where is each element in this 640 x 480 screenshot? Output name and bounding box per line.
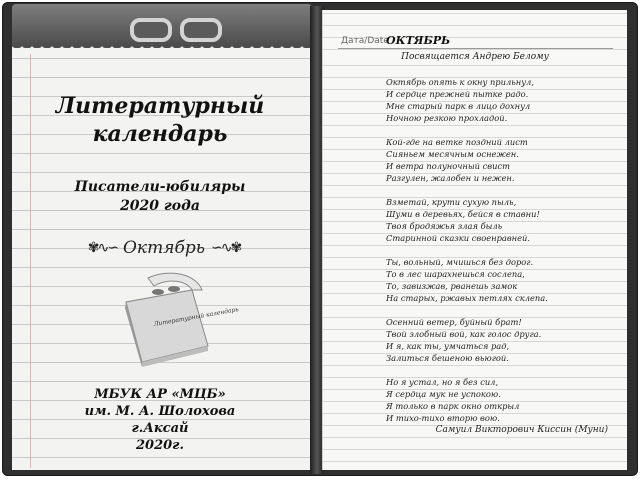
flourish-icon: ✾∿∽ bbox=[87, 240, 117, 256]
calendar-icon bbox=[112, 268, 240, 368]
poem-author: Самуил Викторович Киссин (Муни) bbox=[435, 425, 608, 435]
poem-line: Залиться бешеною вьюгой. bbox=[386, 353, 509, 363]
poem-line: И тихо-тихо вторю вою. bbox=[386, 413, 500, 423]
poem-line: И я, как ты, умчаться рад, bbox=[386, 341, 510, 351]
poem-line: Твоя бродяжья злая быль bbox=[386, 221, 503, 231]
page-month: ОКТЯБРЬ bbox=[386, 34, 451, 47]
left-page-margin-line bbox=[30, 48, 31, 468]
poem-stanza bbox=[386, 136, 616, 184]
poem-line: Твой злобный вой, как голос друга. bbox=[386, 329, 542, 339]
calendar-icon-text: Литературный календарь bbox=[153, 306, 240, 328]
poem-line: Ночною резкою прохладой. bbox=[386, 113, 508, 123]
poem-line: Осенний ветер, буйный брат! bbox=[386, 317, 522, 327]
poem-line: То в лес шарахнешься сослепа, bbox=[386, 269, 525, 279]
date-label: Дата/Date bbox=[341, 36, 389, 46]
poem-line: Шуми в деревьях, бейся в ставни! bbox=[386, 209, 540, 219]
poem-stanza bbox=[386, 316, 616, 364]
poem-line: Кой-где на ветке поздний лист bbox=[386, 137, 528, 147]
poem-line: Я сердца мук не успокою. bbox=[386, 389, 501, 399]
library-line: МБУК АР «МЦБ» bbox=[94, 387, 226, 402]
month-heading: Октябрь bbox=[123, 238, 205, 258]
library-line: г.Аксай bbox=[131, 421, 189, 436]
subtitle-line: Писатели-юбиляры bbox=[74, 179, 246, 195]
poem-stanza bbox=[386, 256, 616, 304]
library-line: им. М. А. Шолохова bbox=[84, 404, 236, 419]
title-line: календарь bbox=[92, 121, 228, 147]
binder-ring-icon bbox=[180, 18, 222, 42]
poem-dedication: Посвящается Андрею Белому bbox=[401, 52, 549, 62]
poem-line: Октябрь опять к окну прильнул, bbox=[386, 77, 534, 87]
library-line: 2020г. bbox=[135, 438, 185, 453]
poem-line: Ты, вольный, мчишься без дорог. bbox=[386, 257, 534, 267]
right-page-header-line bbox=[338, 48, 613, 49]
month-ornament bbox=[74, 236, 254, 260]
calendar-title bbox=[40, 92, 280, 148]
poem-line: На старых, ржавых петлях склепа. bbox=[386, 293, 548, 303]
poem-line: Мне старый парк в лицо дохнул bbox=[386, 101, 531, 111]
poem-stanza bbox=[386, 196, 616, 244]
poem-line: Взметай, крути сухую пыль, bbox=[386, 197, 517, 207]
poem-line: То, завизжав, рванешь замок bbox=[386, 281, 518, 291]
library-info bbox=[40, 386, 280, 454]
poem bbox=[386, 76, 616, 436]
poem-line: И сердце прежней пытке радо. bbox=[386, 89, 529, 99]
poem-line: Старинной сказки своенравней. bbox=[386, 233, 531, 243]
poem-line: И ветра полуночный свист bbox=[386, 161, 510, 171]
poem-line: Разгулен, жалобен и нежен. bbox=[386, 173, 515, 183]
binder-ring-icon bbox=[130, 18, 172, 42]
calendar-subtitle bbox=[40, 178, 280, 216]
poem-stanza bbox=[386, 76, 616, 124]
poem-line: Сияньем месячным оснежен. bbox=[386, 149, 519, 159]
title-line: Литературный bbox=[55, 93, 265, 119]
poem-line: Я только в парк окно открыл bbox=[386, 401, 520, 411]
poem-line: Но я устал, но я без сил, bbox=[386, 377, 499, 387]
torn-edge bbox=[12, 44, 312, 54]
flourish-icon: ∽∿✾ bbox=[210, 240, 241, 256]
subtitle-line: 2020 года bbox=[120, 198, 200, 214]
poem-stanza bbox=[386, 376, 616, 424]
